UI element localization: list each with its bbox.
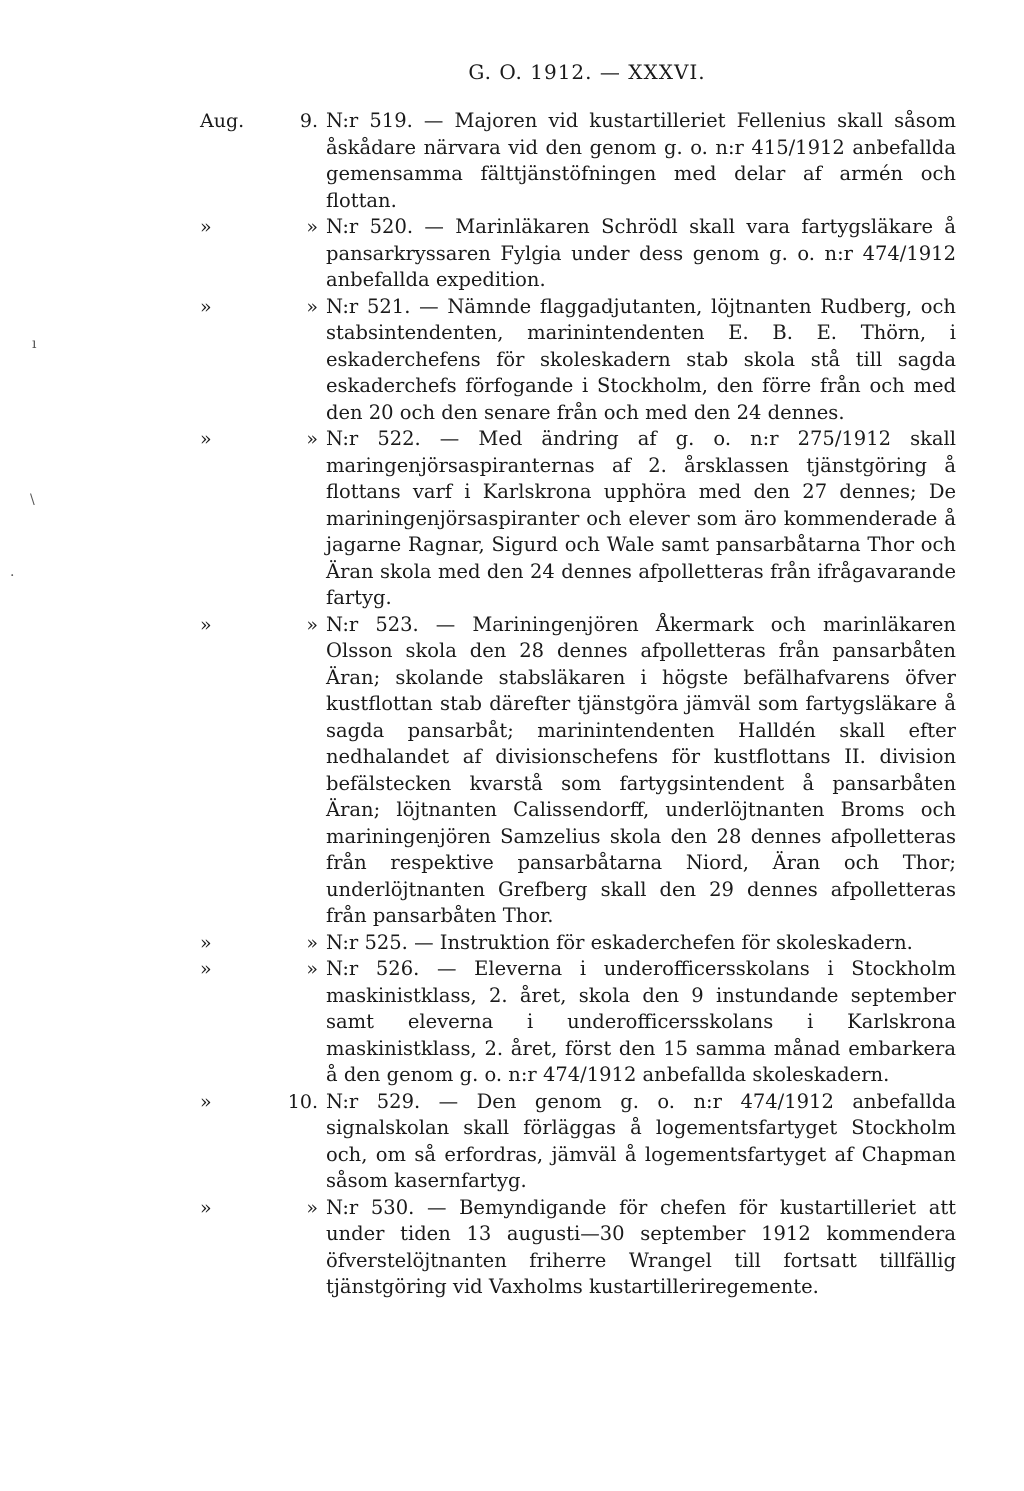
entry-525 bbox=[0, 930, 1024, 957]
entry-text: N:r 520. — Marinläkaren Schrödl skall vara fartygsläkare å pansarkryssaren Fylgia under dess genom g. o. n:r 474/1912 anbefallda expedition. bbox=[326, 215, 956, 291]
entry-day: » bbox=[306, 428, 318, 450]
entry-month: Aug. bbox=[200, 110, 245, 132]
entry-text: N:r 522. — Med ändring af g. o. n:r 275/1912 skall maringenjörsaspiranternas af 2. årsklassen tjänstgöring å flottans varf i Karlskrona upphöra med den 27 dennes; De mariningenjörsaspiranter och elever som äro kommenderade å jagarne Ragnar, Sigurd och Wale samt pansarbåtarna Thor och Äran skola med den 24 dennes afpolletteras från ifrågavarande fartyg. bbox=[326, 427, 956, 609]
entry-month: » bbox=[200, 613, 212, 636]
entry-text: N:r 525. — Instruktion för eskaderchefen för skoleskadern. bbox=[326, 930, 913, 954]
entry-month: » bbox=[200, 295, 212, 318]
entry-526 bbox=[0, 956, 1024, 1089]
entry-day: » bbox=[306, 613, 318, 636]
entry-day: 10. bbox=[287, 1090, 318, 1113]
entry-521 bbox=[0, 294, 1024, 427]
scan-mark: \ bbox=[30, 492, 35, 508]
entry-day: » bbox=[306, 216, 318, 238]
entry-text: N:r 521. — Nämnde flaggadjutanten, löjtnanten Rudberg, och stabsintendenten, marinintendenten E. B. E. Thörn, i eskaderchefens för skoleskadern stab skola stå till sagda eskaderchefs förfogande i Stockholm, den förre från och med den 20 och den senare från och med den 24 dennes. bbox=[326, 294, 956, 424]
scan-mark: · bbox=[10, 568, 15, 584]
entry-text: N:r 526. — Eleverna i underofficersskolans i Stockholm maskinistklass, 2. året, skola den 9 instundande september samt eleverna i underofficersskolans i Karlskrona maskinistklass, 2. året, först den 15 samma månad embarkera å den genom g. o. n:r 474/1912 anbefallda skoleskadern. bbox=[326, 957, 956, 1086]
entry-day: » bbox=[306, 295, 318, 318]
entry-519 bbox=[0, 108, 1024, 214]
entry-day: » bbox=[306, 1196, 318, 1219]
order-entries bbox=[0, 108, 1024, 1301]
entry-523 bbox=[0, 612, 1024, 930]
entry-month: » bbox=[200, 1196, 212, 1219]
entry-month: » bbox=[200, 1090, 212, 1113]
entry-month: » bbox=[200, 216, 212, 238]
entry-month: » bbox=[200, 931, 212, 954]
entry-520 bbox=[0, 214, 1024, 294]
entry-day: » bbox=[306, 931, 318, 954]
entry-530 bbox=[0, 1195, 1024, 1301]
scan-mark: ı bbox=[32, 336, 37, 352]
entry-522 bbox=[0, 426, 1024, 612]
entry-text: N:r 529. — Den genom g. o. n:r 474/1912 anbefallda signalskolan skall förläggas å logementsfartyget Stockholm och, om så erfordras, jämväl å logementsfartyget af Chapman såsom kasernfartyg. bbox=[326, 1089, 956, 1192]
entry-month: » bbox=[200, 958, 212, 980]
entry-529 bbox=[0, 1089, 1024, 1195]
entry-text: N:r 530. — Bemyndigande för chefen för kustartilleriet att under tiden 13 augusti—30 september 1912 kommendera öfverstelöjtnanten friherre Wrangel till fortsatt tillfällig tjänstgöring vid Vaxholms kustartilleriregemente. bbox=[326, 1195, 956, 1298]
entry-text: N:r 519. — Majoren vid kustartilleriet Fellenius skall såsom åskådare närvara vid den genom g. o. n:r 415/1912 anbefallda gemensamma fälttjänstöfningen med delar af armén och flottan. bbox=[326, 109, 956, 212]
entry-text: N:r 523. — Mariningenjören Åkermark och marinläkaren Olsson skola den 28 dennes afpolletteras från pansarbåten Äran; skolande stabsläkaren i högste befälhafvarens öfver kustflottan stab därefter tjänstgöra jämväl som fartygsläkare å sagda pansarbåt; marinintendenten Halldén skall efter nedhalandet af divisionschefens för kustflottans II. division befälstecken kvarstå som fartygsintendent å pansarbåten Äran; löjtnanten Calissendorff, underlöjtnanten Broms och mariningenjören Samzelius skola den 28 dennes afpolletteras från respektive pansarbåtarna Niord, Äran och Thor; underlöjtnanten Grefberg skall den 29 dennes afpolletteras från pansarbåten Thor. bbox=[326, 612, 956, 927]
entry-day: 9. bbox=[299, 110, 318, 132]
entry-month: » bbox=[200, 428, 212, 450]
entry-day: » bbox=[306, 958, 318, 980]
page-header: G. O. 1912. — XXXVI. bbox=[468, 60, 706, 84]
